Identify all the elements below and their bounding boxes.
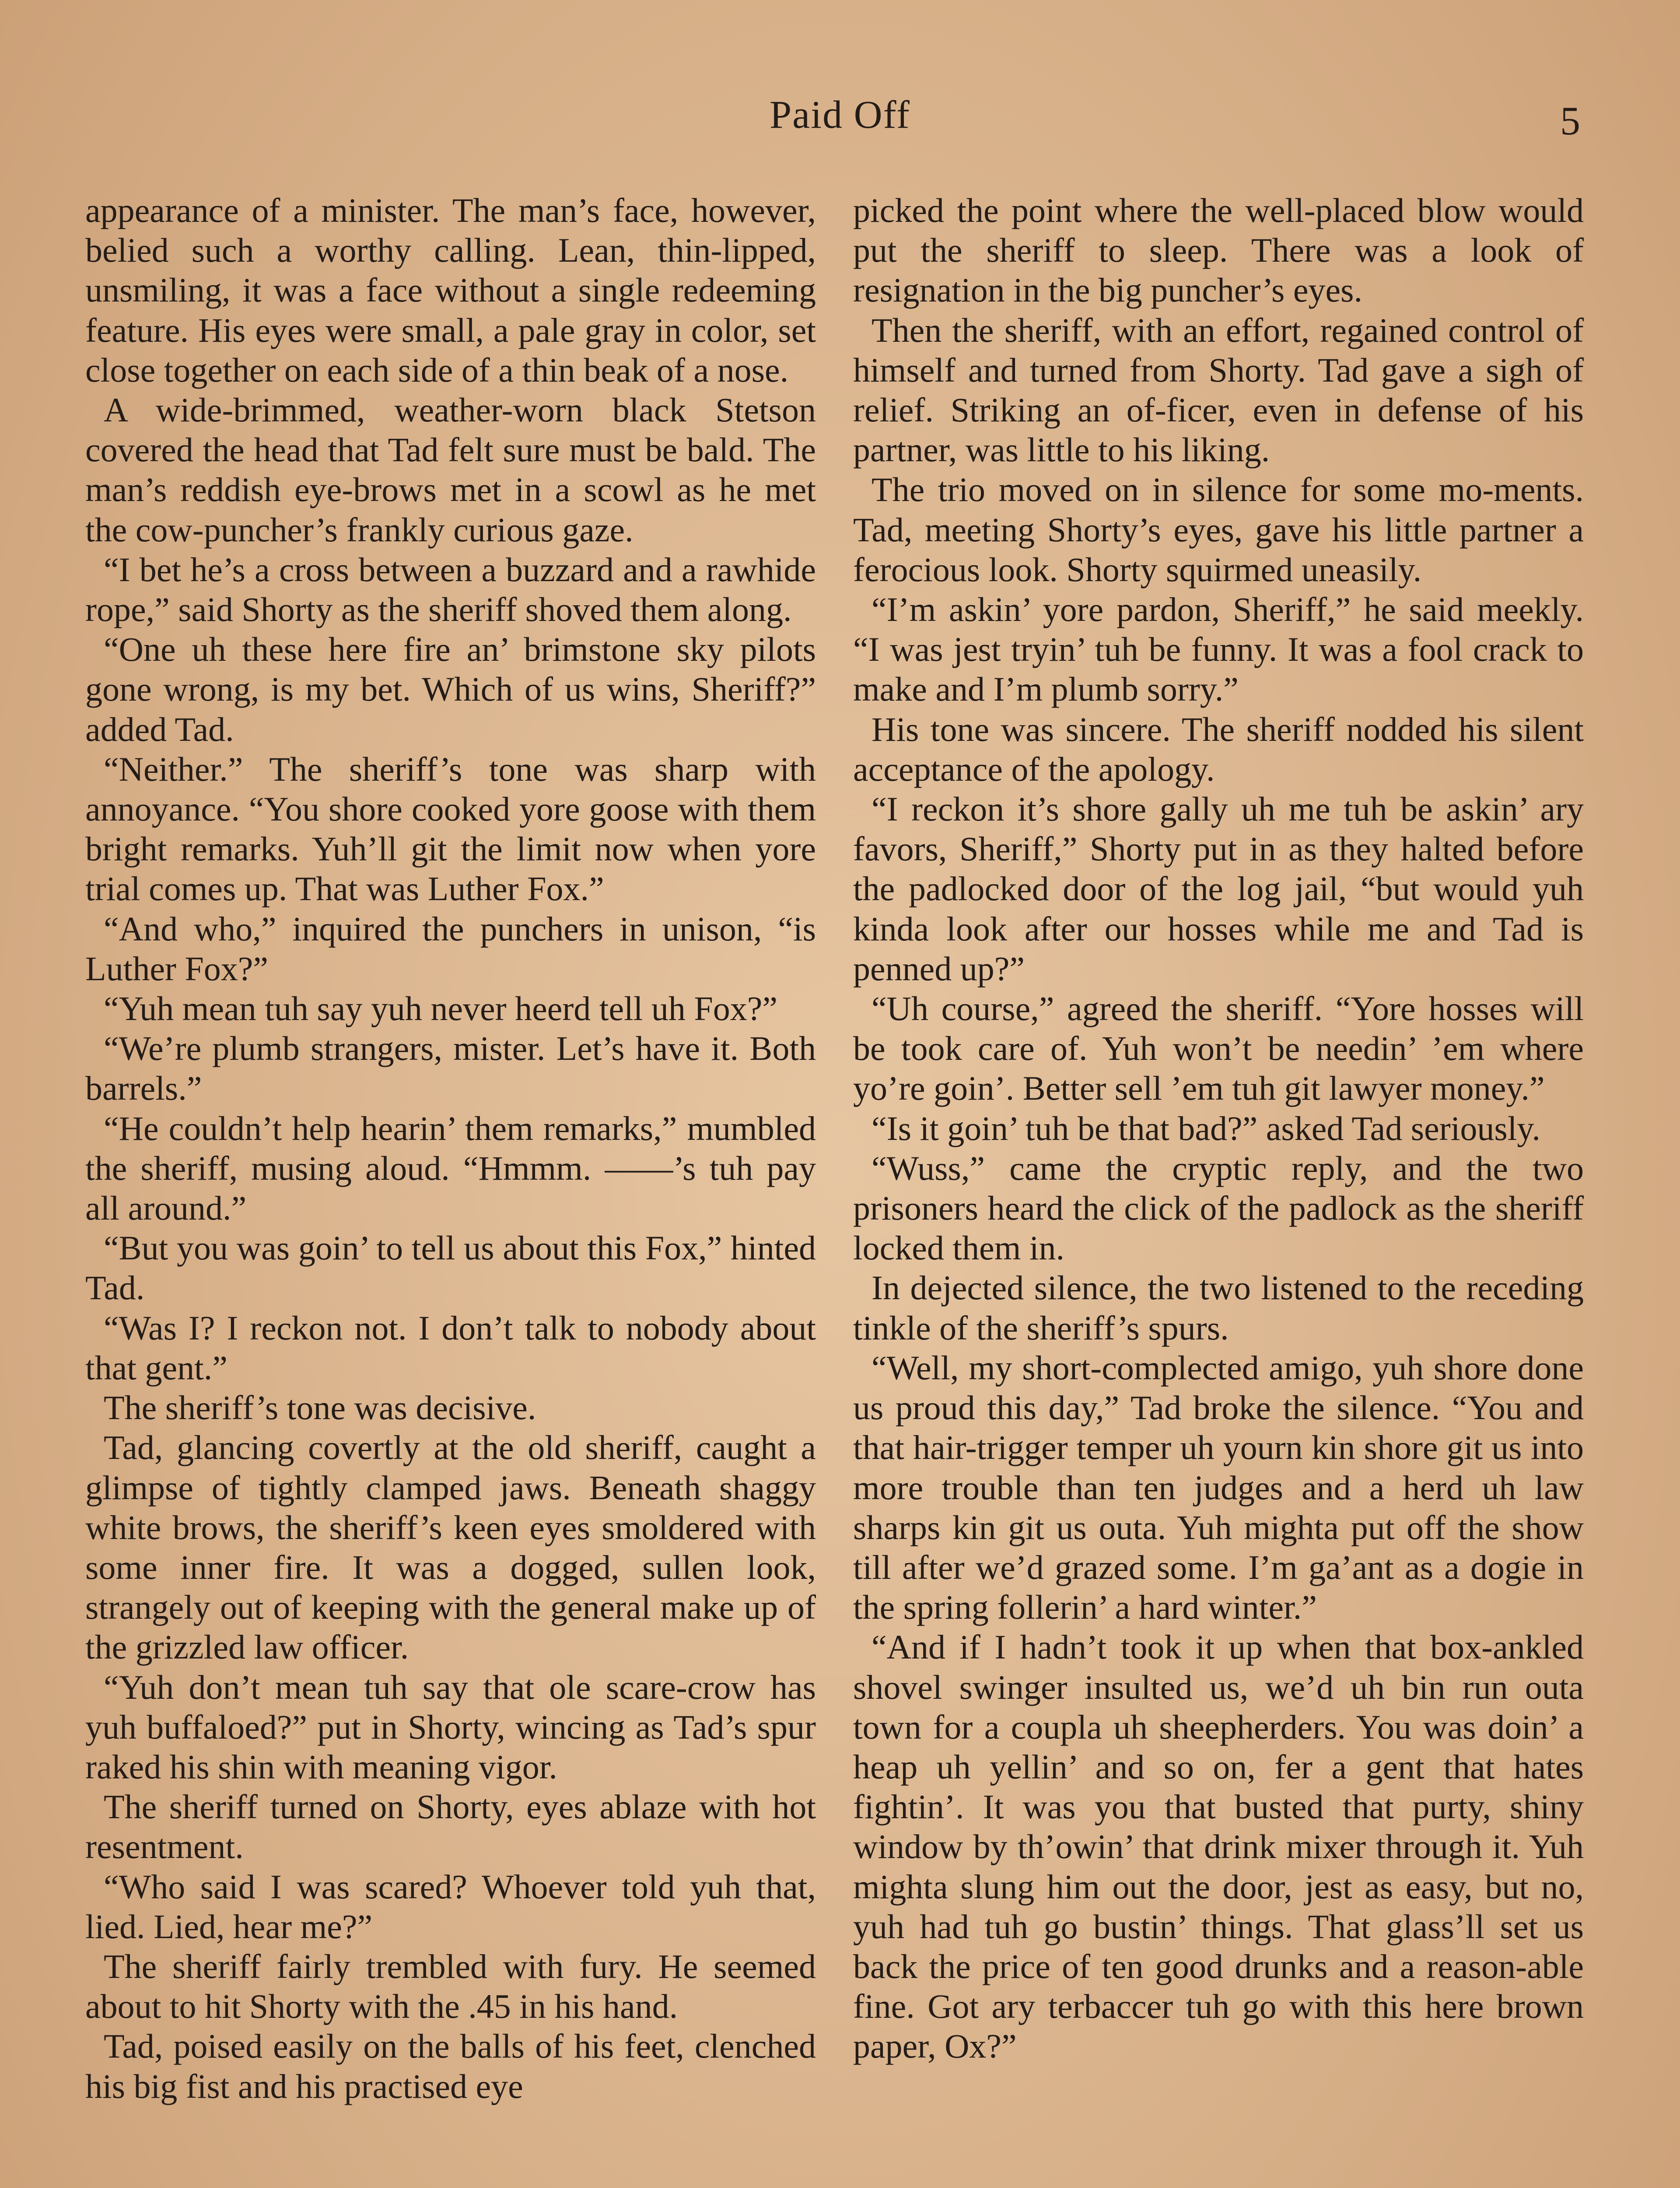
- paragraph: “I bet he’s a cross between a buzzard and a rawhide rope,” said Shorty as the sheriff shoved them along.: [85, 550, 816, 629]
- paragraph: The sheriff fairly trembled with fury. He seemed about to hit Shorty with the .45 in his hand.: [85, 1947, 816, 2026]
- paragraph: Tad, glancing covertly at the old sheriff, caught a glimpse of tightly clamped jaws. Beneath shaggy white brows, the sheriff’s keen eyes smoldered with some inner fire. It was a dogged, sullen look, strangely out of keeping with the general make up of the grizzled law officer.: [85, 1428, 816, 1666]
- paragraph: “And if I hadn’t took it up when that box-ankled shovel swinger insulted us, we’d uh bin run outa town for a coupla uh sheepherders. You was doin’ a heap uh yellin’ and so on, fer a gent that hates fightin’. It was you that busted that purty, shiny window by th’owin’ that drink mixer through it. Yuh mighta slung him out the door, jest as easy, but no, yuh had tuh go bustin’ things. That glass’ll set us back the price of ten good drunks and a reason-able fine. Got ary terbaccer tuh go with this here brown paper, Ox?”: [853, 1628, 1584, 2065]
- paragraph: “Wuss,” came the cryptic reply, and the two prisoners heard the click of the padlock as the sheriff locked them in.: [853, 1149, 1584, 1267]
- paragraph: appearance of a minister. The man’s face, however, belied such a worthy calling. Lean, thin-lipped, unsmiling, it was a face without a single redeeming feature. His eyes were small, a pale gray in color, set close together on each side of a thin beak of a nose.: [85, 191, 816, 389]
- running-title: Paid Off: [770, 93, 910, 137]
- paragraph: “I’m askin’ yore pardon, Sheriff,” he said meekly. “I was jest tryin’ tuh be funny. It was a fool crack to make and I’m plumb sorry.”: [853, 590, 1584, 708]
- paragraph: “Is it goin’ tuh be that bad?” asked Tad seriously.: [872, 1109, 1540, 1147]
- left-column: [85, 190, 816, 2106]
- paragraph: His tone was sincere. The sheriff nodded his silent acceptance of the apology.: [853, 710, 1584, 788]
- paragraph: “Yuh mean tuh say yuh never heerd tell uh Fox?”: [104, 989, 778, 1028]
- paragraph: “He couldn’t help hearin’ them remarks,” mumbled the sheriff, musing aloud. “Hmmm. ——’s tuh pay all around.”: [85, 1109, 816, 1227]
- paragraph: “Who said I was scared? Whoever told yuh that, lied. Lied, hear me?”: [85, 1867, 816, 1946]
- paragraph: Tad, poised easily on the balls of his feet, clenched his big fist and his practised eye: [85, 2027, 816, 2105]
- paragraph: “I reckon it’s shore gally uh me tuh be askin’ ary favors, Sheriff,” Shorty put in as they halted before the padlocked door of the log jail, “but would yuh kinda look after our hosses while me and Tad is penned up?”: [853, 790, 1584, 988]
- paragraph: A wide-brimmed, weather-worn black Stetson covered the head that Tad felt sure must be bald. The man’s reddish eye-brows met in a scowl as he met the cow-puncher’s frankly curious gaze.: [85, 391, 816, 549]
- paragraph: picked the point where the well-placed blow would put the sheriff to sleep. There was a look of resignation in the big puncher’s eyes.: [853, 191, 1584, 309]
- paragraph: “We’re plumb strangers, mister. Let’s have it. Both barrels.”: [85, 1029, 816, 1108]
- right-column: [853, 190, 1584, 2066]
- paragraph: “Well, my short-complected amigo, yuh shore done us proud this day,” Tad broke the silence. “You and that hair-trigger temper uh yourn kin shore git us into more trouble than ten judges and a herd uh law sharps kin git us outa. Yuh mighta put off the show till after we’d grazed some. I’m ga’ant as a dogie in the spring follerin’ a hard winter.”: [853, 1348, 1584, 1627]
- paragraph: “And who,” inquired the punchers in unison, “is Luther Fox?”: [85, 909, 816, 988]
- paragraph: “Neither.” The sheriff’s tone was sharp with annoyance. “You shore cooked yore goose with them bright remarks. Yuh’ll git the limit now when yore trial comes up. That was Luther Fox.”: [85, 750, 816, 908]
- paragraph: The sheriff turned on Shorty, eyes ablaze with hot resentment.: [85, 1788, 816, 1866]
- page-number: 5: [1560, 98, 1580, 143]
- paragraph: “Yuh don’t mean tuh say that ole scare-crow has yuh buffaloed?” put in Shorty, wincing as Tad’s spur raked his shin with meaning vigor.: [85, 1668, 816, 1786]
- paragraph: “One uh these here fire an’ brimstone sky pilots gone wrong, is my bet. Which of us wins, Sheriff?” added Tad.: [85, 630, 816, 748]
- paragraph: “Was I? I reckon not. I don’t talk to nobody about that gent.”: [85, 1308, 816, 1387]
- paragraph: The trio moved on in silence for some mo-ments. Tad, meeting Shorty’s eyes, gave his little partner a ferocious look. Shorty squirmed uneasily.: [853, 470, 1584, 589]
- paragraph: Then the sheriff, with an effort, regained control of himself and turned from Shorty. Tad gave a sigh of relief. Striking an of-ficer, even in defense of his partner, was little to his liking.: [853, 311, 1584, 469]
- paragraph: “Uh course,” agreed the sheriff. “Yore hosses will be took care of. Yuh won’t be needin’ ’em where yo’re goin’. Better sell ’em tuh git lawyer money.”: [853, 989, 1584, 1108]
- paragraph: In dejected silence, the two listened to the receding tinkle of the sheriff’s spurs.: [853, 1269, 1584, 1347]
- paragraph: The sheriff’s tone was decisive.: [104, 1389, 536, 1427]
- paragraph: “But you was goin’ to tell us about this Fox,” hinted Tad.: [85, 1229, 816, 1307]
